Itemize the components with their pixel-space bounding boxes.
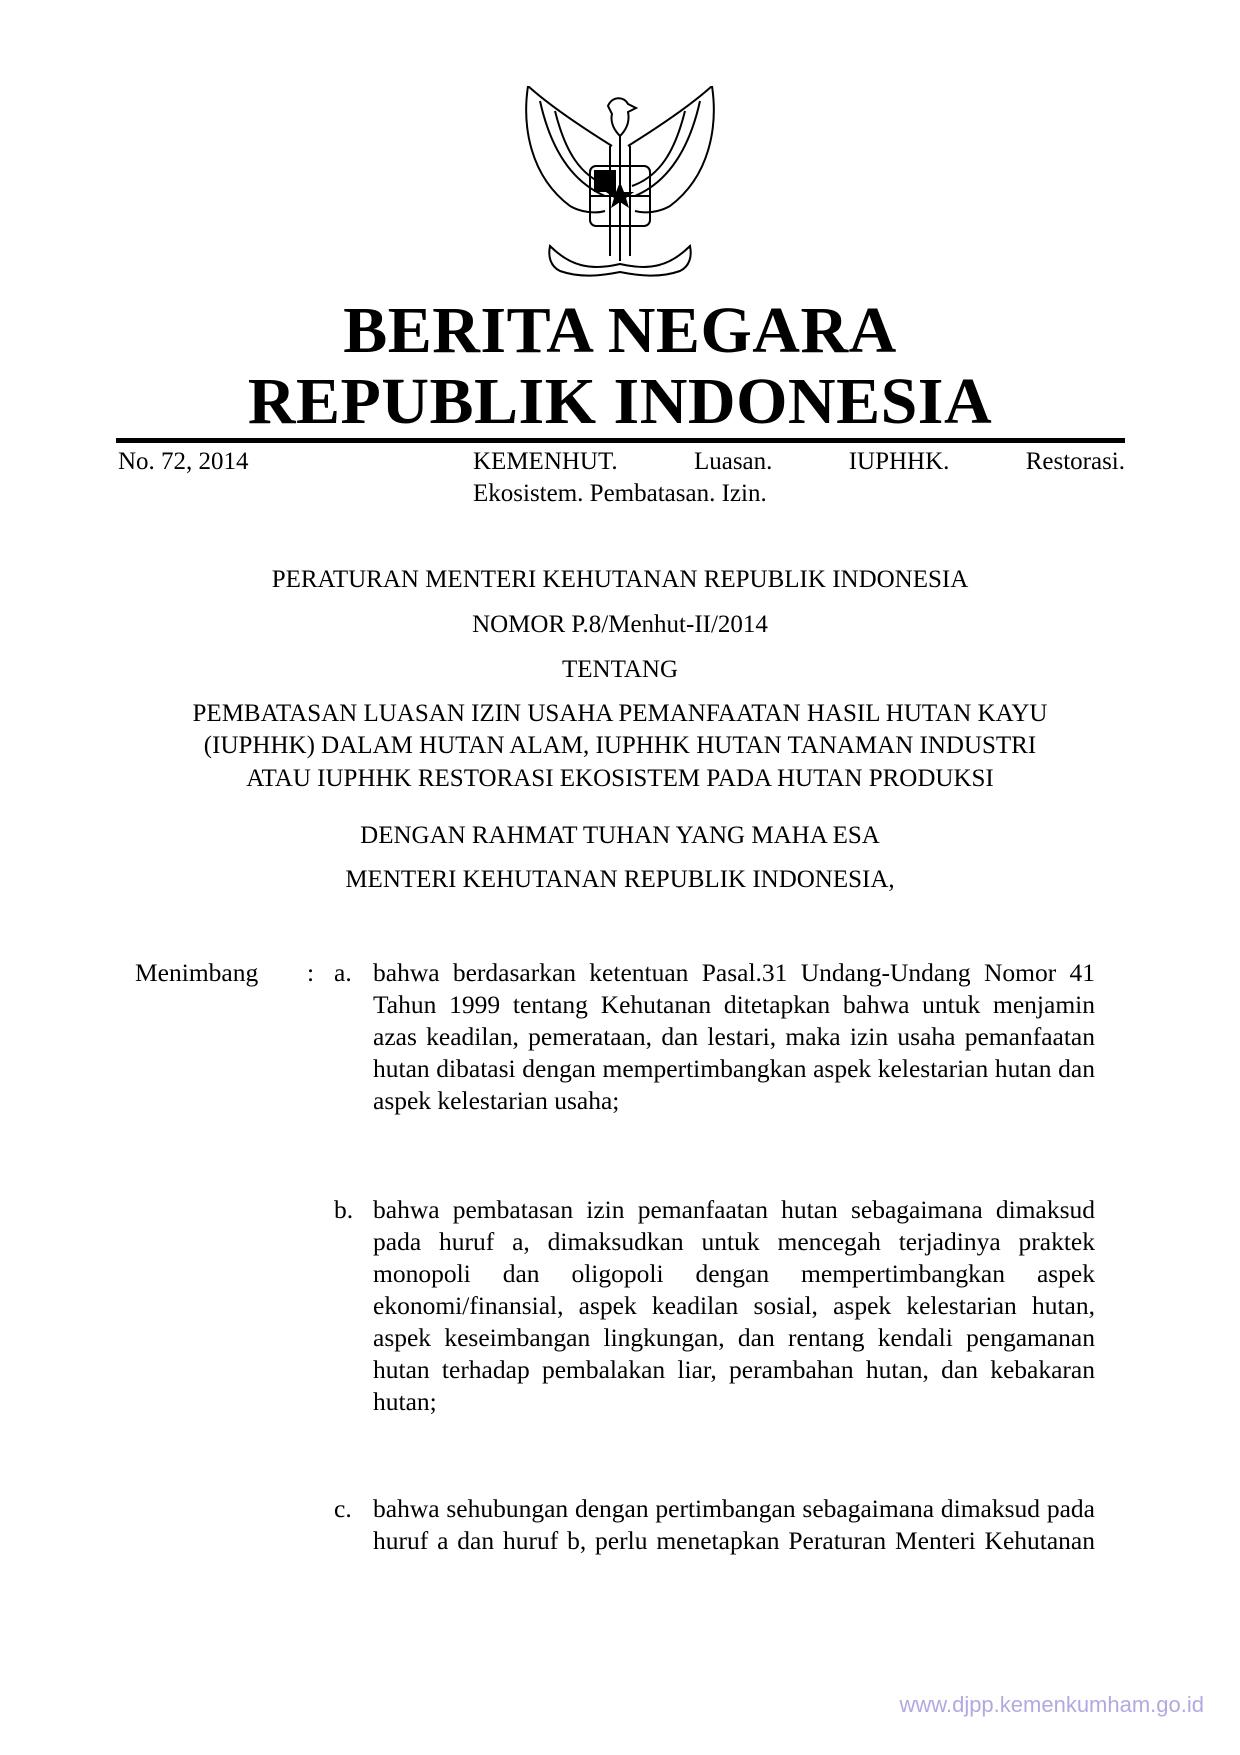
considering-item-c: bahwa sehubungan dengan pertimbangan sebagaimana dimaksud pada huruf a dan huruf b, perlu menetapkan Peraturan Menteri Kehutanan bbox=[373, 1494, 1095, 1555]
header-rule bbox=[116, 438, 1125, 443]
regulation-title-line: ATAU IUPHHK RESTORASI EKOSISTEM PADA HUTAN PRODUKSI bbox=[246, 765, 994, 792]
item-marker: a. bbox=[334, 958, 352, 987]
subject-keyword: IUPHHK. bbox=[848, 448, 950, 475]
subject-keyword: Luasan. bbox=[693, 448, 773, 475]
regulation-about: TENTANG bbox=[561, 656, 679, 683]
item-marker: c. bbox=[334, 1494, 352, 1523]
gazette-title: BERITA NEGARA bbox=[343, 294, 897, 367]
regulation-title-line: PEMBATASAN LUASAN IZIN USAHA PEMANFAATAN HASIL HUTAN KAYU bbox=[192, 700, 1048, 727]
considering-label: Menimbang bbox=[135, 958, 259, 987]
regulation-title-line: (IUPHHK) DALAM HUTAN ALAM, IUPHHK HUTAN TANAMAN INDUSTRI bbox=[203, 732, 1037, 759]
regulation-number: NOMOR P.8/Menhut-II/2014 bbox=[472, 611, 768, 638]
considering-colon: : bbox=[307, 958, 315, 987]
gazette-subject bbox=[473, 446, 1125, 510]
preamble-god: DENGAN RAHMAT TUHAN YANG MAHA ESA bbox=[360, 822, 880, 849]
preamble-minister: MENTERI KEHUTANAN REPUBLIK INDONESIA, bbox=[345, 866, 895, 893]
footer-url[interactable]: www.djpp.kemenkumham.go.id bbox=[899, 1692, 1204, 1717]
considering-item-b: bahwa pembatasan izin pemanfaatan hutan sebagaimana dimaksud pada huruf a, dimaksudkan untuk mencegah terjadinya praktek monopoli dan oligopoli dengan mempertimbangkan aspek ekonomi/finansial, aspek keadilan sosial, aspek kelestarian hutan, aspek keseimbangan lingkungan, dan rentang kendali pengamanan hutan terhadap pembalakan liar, perambahan hutan, dan kebakaran hutan; bbox=[373, 1195, 1095, 1416]
regulation-issuer: PERATURAN MENTERI KEHUTANAN REPUBLIK INDONESIA bbox=[271, 566, 969, 593]
subject-keyword: KEMENHUT. bbox=[473, 448, 618, 475]
gazette-subtitle: REPUBLIK INDONESIA bbox=[247, 365, 993, 438]
garuda-pancasila-emblem bbox=[520, 86, 720, 296]
gazette-number: No. 72, 2014 bbox=[118, 448, 249, 475]
considering-item-a: bahwa berdasarkan ketentuan Pasal.31 Undang-Undang Nomor 41 Tahun 1999 tentang Kehutanan ditetapkan bahwa untuk menjamin azas keadilan, pemerataan, dan lestari, maka izin usaha pemanfaatan hutan dibatasi dengan mempertimbangkan aspek kelestarian hutan dan aspek kelestarian usaha; bbox=[373, 958, 1095, 1115]
item-marker: b. bbox=[334, 1195, 354, 1224]
subject-line-2: Ekosistem. Pembatasan. Izin. bbox=[473, 480, 767, 507]
subject-keyword: Restorasi. bbox=[1025, 448, 1125, 475]
